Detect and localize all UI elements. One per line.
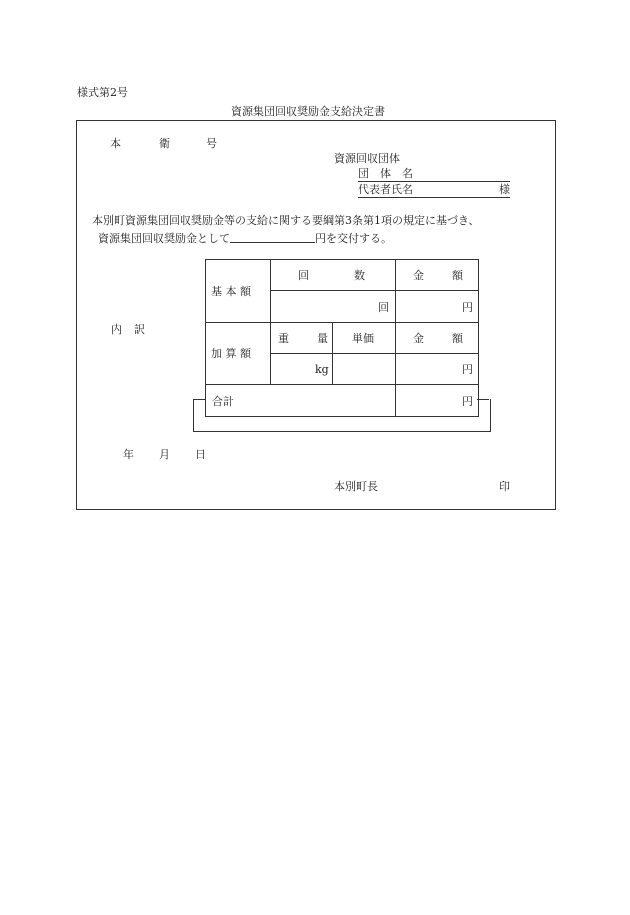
breakdown-table <box>205 259 479 417</box>
body-line-2-prefix: 資源集団回収奨励金として <box>98 232 230 245</box>
additional-amount-label: 加 算 額 <box>211 347 251 360</box>
weight-header-1: 重 <box>278 332 289 345</box>
reference-ei: 衛 <box>159 137 170 150</box>
body-line-2-suffix: 円を交付する。 <box>315 232 392 245</box>
representative-field[interactable] <box>358 182 510 198</box>
weight-header-2: 量 <box>317 332 328 345</box>
basic-amount-header-1: 金 <box>413 269 424 282</box>
basic-amount-label: 基 本 額 <box>211 285 251 298</box>
seal-mark: 印 <box>499 480 510 493</box>
document-title: 資源集団回収奨励金支給決定書 <box>231 105 385 118</box>
issuer: 本別町長 <box>334 480 378 493</box>
body-line-1: 本別町資源集団回収奨励金等の支給に関する要綱第3条第1項の規定に基づき、 <box>92 214 480 227</box>
org-name-label: 団 体 名 <box>358 167 413 180</box>
basic-yen-unit: 円 <box>462 301 473 314</box>
basic-amount-header-2: 額 <box>452 269 463 282</box>
total-bracket <box>193 399 491 432</box>
breakdown-label-left: 内 <box>111 323 122 336</box>
reference-go: 号 <box>206 137 217 150</box>
date-day: 日 <box>195 448 206 461</box>
total-bracket-left-tick <box>193 399 205 400</box>
amount-blank[interactable] <box>230 232 315 243</box>
unit-price-header: 単価 <box>352 332 374 345</box>
total-yen-unit: 円 <box>462 395 473 408</box>
additional-amount-header-1: 金 <box>413 332 424 345</box>
org-name-field[interactable] <box>358 166 510 182</box>
date-year: 年 <box>123 448 134 461</box>
breakdown-label-right: 訳 <box>134 323 145 336</box>
form-number: 様式第2号 <box>77 86 128 99</box>
body-line-2 <box>98 232 392 244</box>
total-label: 合計 <box>212 395 234 408</box>
total-bracket-right-tick <box>477 399 489 400</box>
reference-hon: 本 <box>110 137 121 150</box>
representative-label: 代表者氏名 <box>358 183 413 196</box>
honorific: 様 <box>499 183 510 196</box>
basic-count-header-1: 回 <box>298 269 309 282</box>
additional-amount-header-2: 額 <box>452 332 463 345</box>
weight-unit: kg <box>315 363 329 376</box>
recipient-label: 資源回収団体 <box>334 152 400 165</box>
date-month: 月 <box>159 448 170 461</box>
basic-count-unit: 回 <box>378 301 389 314</box>
additional-yen-unit: 円 <box>462 363 473 376</box>
basic-count-header-2: 数 <box>354 269 365 282</box>
